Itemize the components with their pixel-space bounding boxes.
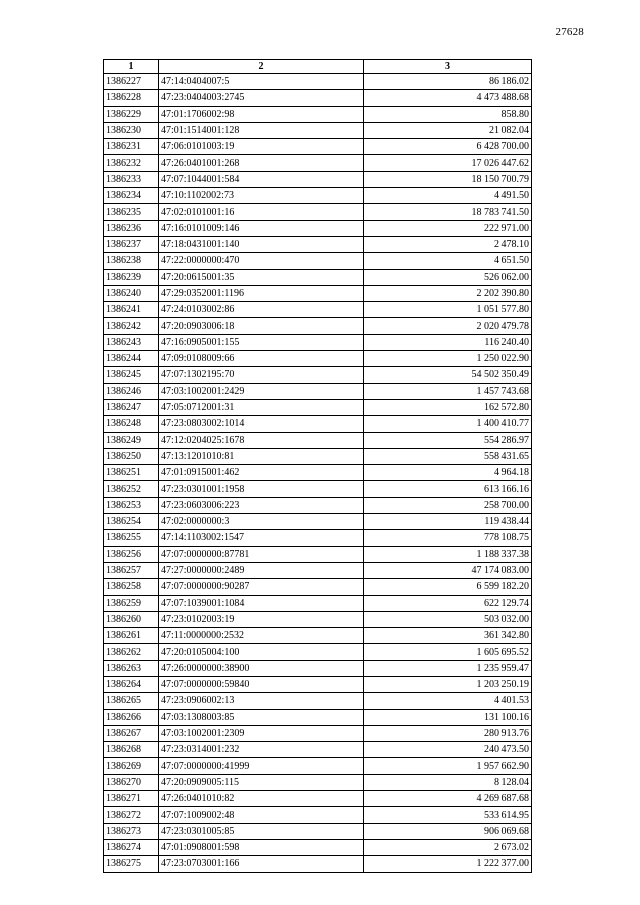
amount-cell: 6 599 182.20 xyxy=(364,579,532,595)
table-row xyxy=(104,514,532,530)
table-row xyxy=(104,497,532,513)
amount-cell: 1 250 022.90 xyxy=(364,351,532,367)
amount-cell: 622 129.74 xyxy=(364,595,532,611)
cadastral-number-cell: 47:13:1201010:81 xyxy=(159,448,364,464)
row-id-cell: 1386254 xyxy=(104,514,159,530)
amount-cell: 1 051 577.80 xyxy=(364,302,532,318)
amount-cell: 21 082.04 xyxy=(364,122,532,138)
amount-cell: 280 913.76 xyxy=(364,725,532,741)
row-id-cell: 1386270 xyxy=(104,774,159,790)
row-id-cell: 1386272 xyxy=(104,807,159,823)
row-id-cell: 1386267 xyxy=(104,725,159,741)
table-row xyxy=(104,448,532,464)
cadastral-number-cell: 47:07:1039001:1084 xyxy=(159,595,364,611)
amount-cell: 2 020 479.78 xyxy=(364,318,532,334)
cadastral-number-cell: 47:03:1308003:85 xyxy=(159,709,364,725)
cadastral-number-cell: 47:12:0204025:1678 xyxy=(159,432,364,448)
table-row xyxy=(104,188,532,204)
row-id-cell: 1386238 xyxy=(104,253,159,269)
cadastral-number-cell: 47:29:0352001:1196 xyxy=(159,285,364,301)
amount-cell: 1 457 743.68 xyxy=(364,383,532,399)
row-id-cell: 1386227 xyxy=(104,74,159,90)
table-row xyxy=(104,579,532,595)
table-row xyxy=(104,823,532,839)
amount-cell: 533 614.95 xyxy=(364,807,532,823)
cadastral-number-cell: 47:14:1103002:1547 xyxy=(159,530,364,546)
cadastral-number-cell: 47:03:1002001:2429 xyxy=(159,383,364,399)
column-header-2: 2 xyxy=(159,60,364,74)
amount-cell: 1 188 337.38 xyxy=(364,546,532,562)
amount-cell: 1 400 410.77 xyxy=(364,416,532,432)
amount-cell: 4 964.18 xyxy=(364,465,532,481)
table-body xyxy=(104,74,532,873)
amount-cell: 54 502 350.49 xyxy=(364,367,532,383)
cadastral-number-cell: 47:10:1102002:73 xyxy=(159,188,364,204)
row-id-cell: 1386240 xyxy=(104,285,159,301)
cadastral-number-cell: 47:20:0105004:100 xyxy=(159,644,364,660)
cadastral-number-cell: 47:26:0401001:268 xyxy=(159,155,364,171)
amount-cell: 18 783 741.50 xyxy=(364,204,532,220)
amount-cell: 503 032.00 xyxy=(364,611,532,627)
row-id-cell: 1386252 xyxy=(104,481,159,497)
amount-cell: 778 108.75 xyxy=(364,530,532,546)
cadastral-number-cell: 47:23:0404003:2745 xyxy=(159,90,364,106)
row-id-cell: 1386244 xyxy=(104,351,159,367)
column-header-3: 3 xyxy=(364,60,532,74)
cadastral-number-cell: 47:05:0712001:31 xyxy=(159,399,364,415)
row-id-cell: 1386242 xyxy=(104,318,159,334)
amount-cell: 4 491.50 xyxy=(364,188,532,204)
row-id-cell: 1386230 xyxy=(104,122,159,138)
table-row xyxy=(104,758,532,774)
cadastral-number-cell: 47:01:0915001:462 xyxy=(159,465,364,481)
cadastral-number-cell: 47:26:0401010:82 xyxy=(159,791,364,807)
amount-cell: 116 240.40 xyxy=(364,334,532,350)
cadastral-number-cell: 47:23:0906002:13 xyxy=(159,693,364,709)
row-id-cell: 1386233 xyxy=(104,171,159,187)
table-row xyxy=(104,90,532,106)
cadastral-number-cell: 47:01:1706002:98 xyxy=(159,106,364,122)
amount-cell: 613 166.16 xyxy=(364,481,532,497)
table-row xyxy=(104,139,532,155)
data-table xyxy=(103,59,532,873)
row-id-cell: 1386262 xyxy=(104,644,159,660)
row-id-cell: 1386261 xyxy=(104,628,159,644)
table-row xyxy=(104,383,532,399)
table-row xyxy=(104,253,532,269)
cadastral-number-cell: 47:02:0000000:3 xyxy=(159,514,364,530)
table-row xyxy=(104,171,532,187)
amount-cell: 4 651.50 xyxy=(364,253,532,269)
table-row xyxy=(104,807,532,823)
table-row xyxy=(104,432,532,448)
amount-cell: 361 342.80 xyxy=(364,628,532,644)
table-row xyxy=(104,481,532,497)
table-row xyxy=(104,693,532,709)
row-id-cell: 1386234 xyxy=(104,188,159,204)
cadastral-number-cell: 47:09:0108009:66 xyxy=(159,351,364,367)
amount-cell: 906 069.68 xyxy=(364,823,532,839)
row-id-cell: 1386235 xyxy=(104,204,159,220)
row-id-cell: 1386237 xyxy=(104,236,159,252)
cadastral-number-cell: 47:07:1044001:584 xyxy=(159,171,364,187)
cadastral-number-cell: 47:07:0000000:87781 xyxy=(159,546,364,562)
table-row xyxy=(104,204,532,220)
cadastral-number-cell: 47:02:0101001:16 xyxy=(159,204,364,220)
table-row xyxy=(104,367,532,383)
row-id-cell: 1386236 xyxy=(104,220,159,236)
table-row xyxy=(104,676,532,692)
amount-cell: 526 062.00 xyxy=(364,269,532,285)
row-id-cell: 1386248 xyxy=(104,416,159,432)
cadastral-number-cell: 47:22:0000000:470 xyxy=(159,253,364,269)
cadastral-number-cell: 47:16:0905001:155 xyxy=(159,334,364,350)
amount-cell: 86 186.02 xyxy=(364,74,532,90)
row-id-cell: 1386253 xyxy=(104,497,159,513)
row-id-cell: 1386275 xyxy=(104,856,159,872)
cadastral-number-cell: 47:07:0000000:59840 xyxy=(159,676,364,692)
cadastral-number-cell: 47:23:0301001:1958 xyxy=(159,481,364,497)
table-row xyxy=(104,155,532,171)
table-row xyxy=(104,399,532,415)
row-id-cell: 1386256 xyxy=(104,546,159,562)
cadastral-number-cell: 47:07:1009002:48 xyxy=(159,807,364,823)
table-row xyxy=(104,465,532,481)
table-row xyxy=(104,416,532,432)
cadastral-number-cell: 47:01:0908001:598 xyxy=(159,839,364,855)
column-header-1: 1 xyxy=(104,60,159,74)
row-id-cell: 1386258 xyxy=(104,579,159,595)
cadastral-number-cell: 47:16:0101009:146 xyxy=(159,220,364,236)
amount-cell: 240 473.50 xyxy=(364,742,532,758)
table-row xyxy=(104,725,532,741)
row-id-cell: 1386232 xyxy=(104,155,159,171)
row-id-cell: 1386266 xyxy=(104,709,159,725)
row-id-cell: 1386257 xyxy=(104,562,159,578)
row-id-cell: 1386231 xyxy=(104,139,159,155)
cadastral-number-cell: 47:23:0703001:166 xyxy=(159,856,364,872)
amount-cell: 858.80 xyxy=(364,106,532,122)
amount-cell: 222 971.00 xyxy=(364,220,532,236)
table-row xyxy=(104,530,532,546)
cadastral-number-cell: 47:18:0431001:140 xyxy=(159,236,364,252)
cadastral-number-cell: 47:07:0000000:90287 xyxy=(159,579,364,595)
table-row xyxy=(104,318,532,334)
row-id-cell: 1386241 xyxy=(104,302,159,318)
table-row xyxy=(104,791,532,807)
amount-cell: 258 700.00 xyxy=(364,497,532,513)
row-id-cell: 1386247 xyxy=(104,399,159,415)
cadastral-number-cell: 47:20:0903006:18 xyxy=(159,318,364,334)
amount-cell: 558 431.65 xyxy=(364,448,532,464)
amount-cell: 1 203 250.19 xyxy=(364,676,532,692)
row-id-cell: 1386260 xyxy=(104,611,159,627)
table-row xyxy=(104,595,532,611)
cadastral-number-cell: 47:23:0803002:1014 xyxy=(159,416,364,432)
row-id-cell: 1386268 xyxy=(104,742,159,758)
row-id-cell: 1386273 xyxy=(104,823,159,839)
row-id-cell: 1386255 xyxy=(104,530,159,546)
cadastral-number-cell: 47:03:1002001:2309 xyxy=(159,725,364,741)
cadastral-number-cell: 47:24:0103002:86 xyxy=(159,302,364,318)
table-header xyxy=(104,60,532,74)
cadastral-number-cell: 47:26:0000000:38900 xyxy=(159,660,364,676)
amount-cell: 2 478.10 xyxy=(364,236,532,252)
cadastral-number-cell: 47:20:0615001:35 xyxy=(159,269,364,285)
row-id-cell: 1386250 xyxy=(104,448,159,464)
amount-cell: 1 222 377.00 xyxy=(364,856,532,872)
row-id-cell: 1386264 xyxy=(104,676,159,692)
table-row xyxy=(104,269,532,285)
amount-cell: 6 428 700.00 xyxy=(364,139,532,155)
amount-cell: 131 100.16 xyxy=(364,709,532,725)
cadastral-number-cell: 47:23:0301005:85 xyxy=(159,823,364,839)
amount-cell: 119 438.44 xyxy=(364,514,532,530)
table-row xyxy=(104,856,532,872)
cadastral-number-cell: 47:23:0102003:19 xyxy=(159,611,364,627)
amount-cell: 162 572.80 xyxy=(364,399,532,415)
amount-cell: 8 128.04 xyxy=(364,774,532,790)
table-row xyxy=(104,660,532,676)
row-id-cell: 1386269 xyxy=(104,758,159,774)
table-row xyxy=(104,74,532,90)
cadastral-number-cell: 47:07:0000000:41999 xyxy=(159,758,364,774)
table-row xyxy=(104,351,532,367)
amount-cell: 17 026 447.62 xyxy=(364,155,532,171)
table-row xyxy=(104,236,532,252)
table-row xyxy=(104,106,532,122)
amount-cell: 47 174 083.00 xyxy=(364,562,532,578)
row-id-cell: 1386271 xyxy=(104,791,159,807)
amount-cell: 554 286.97 xyxy=(364,432,532,448)
row-id-cell: 1386249 xyxy=(104,432,159,448)
row-id-cell: 1386251 xyxy=(104,465,159,481)
table-row xyxy=(104,122,532,138)
table-row xyxy=(104,709,532,725)
page-number: 27628 xyxy=(555,26,584,38)
amount-cell: 2 202 390.80 xyxy=(364,285,532,301)
table-row xyxy=(104,644,532,660)
table-row xyxy=(104,285,532,301)
table-row xyxy=(104,562,532,578)
cadastral-number-cell: 47:11:0000000:2532 xyxy=(159,628,364,644)
amount-cell: 1 605 695.52 xyxy=(364,644,532,660)
amount-cell: 1 235 959.47 xyxy=(364,660,532,676)
cadastral-number-cell: 47:07:1302195:70 xyxy=(159,367,364,383)
cadastral-number-cell: 47:06:0101003:19 xyxy=(159,139,364,155)
amount-cell: 4 269 687.68 xyxy=(364,791,532,807)
amount-cell: 4 401.53 xyxy=(364,693,532,709)
table-row xyxy=(104,742,532,758)
row-id-cell: 1386246 xyxy=(104,383,159,399)
row-id-cell: 1386259 xyxy=(104,595,159,611)
row-id-cell: 1386239 xyxy=(104,269,159,285)
table-row xyxy=(104,302,532,318)
table-row xyxy=(104,628,532,644)
cadastral-number-cell: 47:23:0603006:223 xyxy=(159,497,364,513)
cadastral-number-cell: 47:20:0909005:115 xyxy=(159,774,364,790)
table-row xyxy=(104,839,532,855)
table-row xyxy=(104,220,532,236)
amount-cell: 18 150 700.79 xyxy=(364,171,532,187)
amount-cell: 4 473 488.68 xyxy=(364,90,532,106)
amount-cell: 2 673.02 xyxy=(364,839,532,855)
row-id-cell: 1386228 xyxy=(104,90,159,106)
cadastral-number-cell: 47:01:1514001:128 xyxy=(159,122,364,138)
header-row xyxy=(104,60,532,74)
table-row xyxy=(104,611,532,627)
row-id-cell: 1386274 xyxy=(104,839,159,855)
table-row xyxy=(104,334,532,350)
table-row xyxy=(104,546,532,562)
row-id-cell: 1386229 xyxy=(104,106,159,122)
row-id-cell: 1386243 xyxy=(104,334,159,350)
table-row xyxy=(104,774,532,790)
cadastral-number-cell: 47:27:0000000:2489 xyxy=(159,562,364,578)
amount-cell: 1 957 662.90 xyxy=(364,758,532,774)
cadastral-number-cell: 47:23:0314001:232 xyxy=(159,742,364,758)
row-id-cell: 1386265 xyxy=(104,693,159,709)
cadastral-number-cell: 47:14:0404007:5 xyxy=(159,74,364,90)
row-id-cell: 1386245 xyxy=(104,367,159,383)
row-id-cell: 1386263 xyxy=(104,660,159,676)
